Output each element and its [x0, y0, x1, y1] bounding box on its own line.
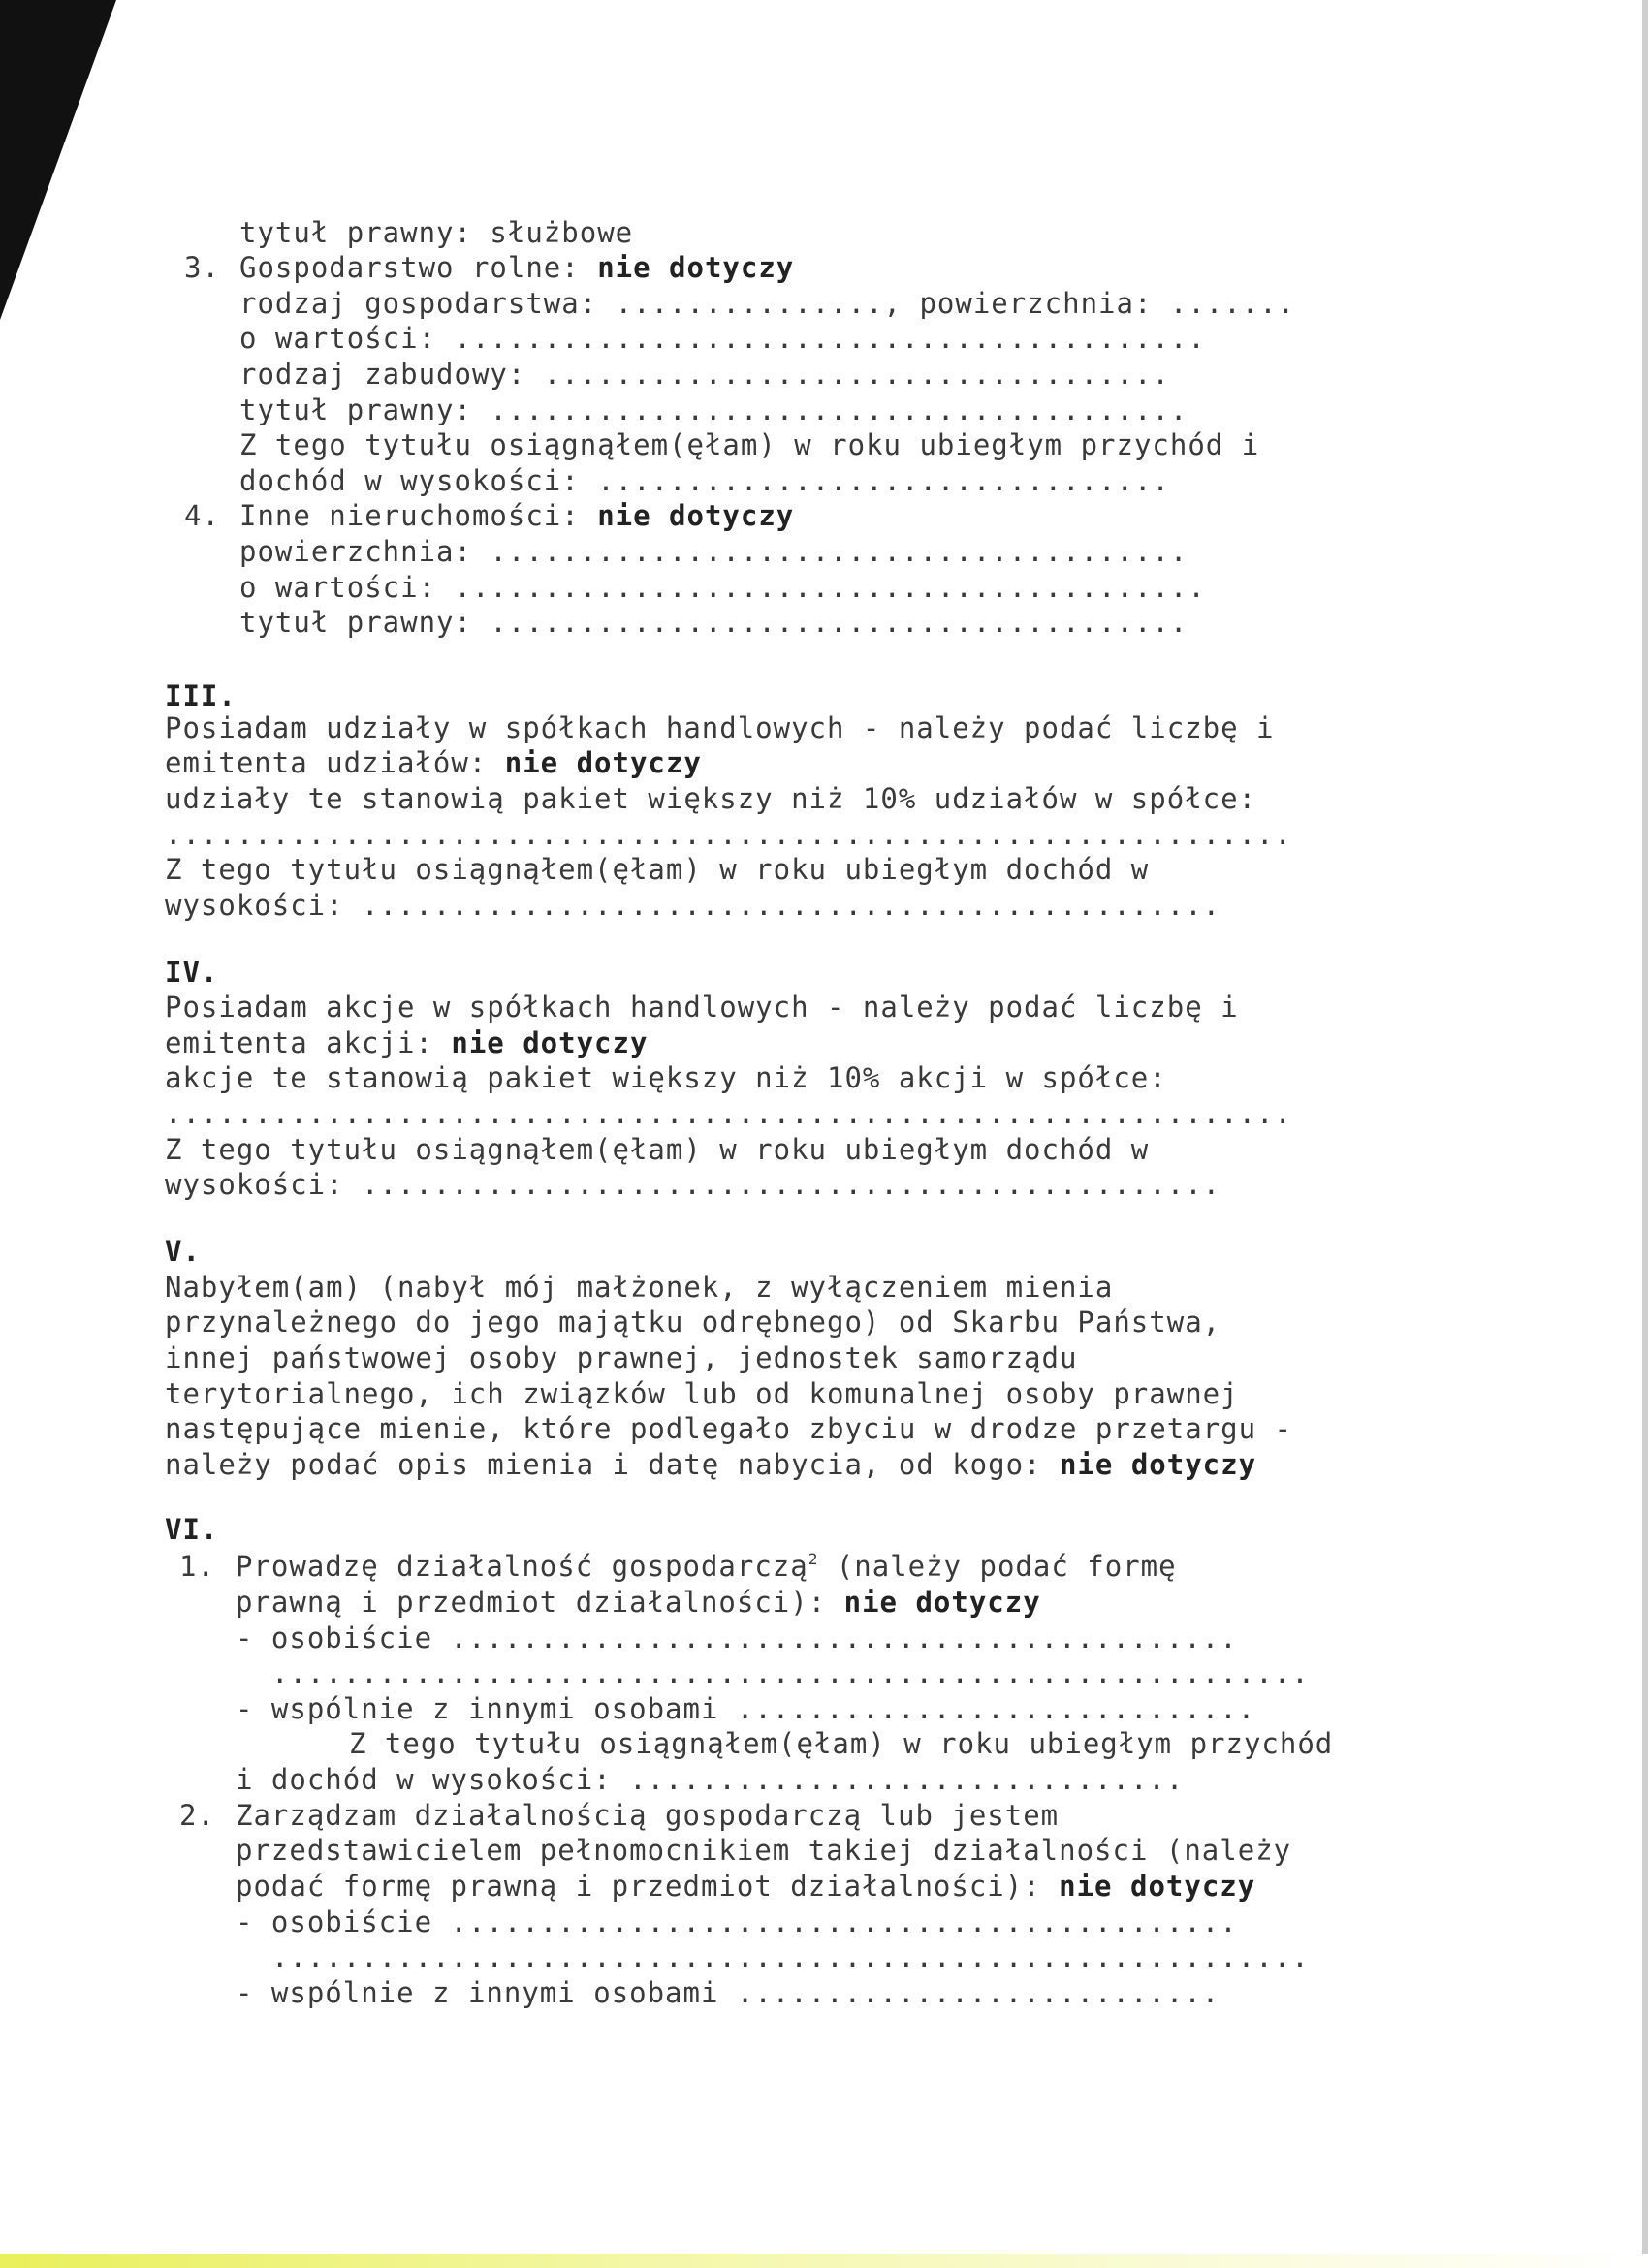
text-line: dochód w wysokości: ................................ [239, 464, 1170, 497]
text-line: przedstawicielem pełnomocnikiem takiej działalności (należy [236, 1834, 1292, 1867]
text-span: należy podać opis mienia i datę nabycia, od kogo: [165, 1448, 1060, 1481]
footnote-marker: 2 [808, 1550, 819, 1568]
text-span: Inne nieruchomości: [239, 499, 598, 532]
text-span: emitenta akcji: [165, 1026, 452, 1059]
text-line [236, 1549, 1177, 1589]
section-heading: IV. [165, 956, 219, 989]
text-line: tytuł prawny: ....................................... [239, 394, 1188, 426]
bold-value: nie dotyczy [451, 1026, 649, 1059]
text-line: .......................................................... [271, 1656, 1310, 1689]
text-line [165, 1025, 648, 1060]
text-span: prawną i przedmiot działalności): [236, 1586, 844, 1619]
text-line: Nabyłem(am) (nabył mój małżonek, z wyłączeniem mienia [165, 1271, 1114, 1304]
text-line: - osobiście ............................................ [236, 1622, 1238, 1654]
text-line: rodzaj zabudowy: ................................... [239, 358, 1170, 391]
text-line: .......................................................... [271, 1940, 1310, 1973]
section-heading: III. [165, 679, 237, 712]
text-line [239, 250, 794, 285]
text-line: - osobiście ............................................ [236, 1906, 1238, 1938]
text-line [165, 1447, 1256, 1482]
list-number: 2. [179, 1799, 215, 1832]
text-line: - wspólnie z innymi osobami ............................. [236, 1692, 1256, 1725]
text-line: Z tego tytułu osiągnąłem(ęłam) w roku ubiegłym przychód [349, 1727, 1334, 1760]
text-line [236, 1585, 1041, 1620]
text-line: tytuł prawny: ....................................... [239, 606, 1188, 639]
list-number: 4. [184, 499, 220, 532]
text-line: o wartości: .......................................... [239, 571, 1206, 604]
text-line: Z tego tytułu osiągnąłem(ęłam) w roku ubiegłym dochód w [165, 853, 1150, 886]
bold-value: nie dotyczy [1059, 1448, 1257, 1481]
text-span: Prowadzę działalność gospodarczą [236, 1550, 808, 1583]
text-line: wysokości: ................................................ [165, 889, 1221, 922]
text-line: o wartości: .......................................... [239, 322, 1206, 355]
bold-value: nie dotyczy [597, 251, 795, 284]
text-line: terytorialnego, ich związków lub od komunalnej osoby prawnej [165, 1377, 1239, 1410]
list-number: 3. [184, 251, 220, 284]
text-span: (należy podać formę [818, 1550, 1177, 1583]
text-line: wysokości: ................................................ [165, 1168, 1221, 1201]
text-line: Posiadam udziały w spółkach handlowych - należy podać liczbę i [165, 711, 1275, 744]
bold-value: nie dotyczy [1059, 1870, 1256, 1903]
text-line: udziały te stanowią pakiet większy niż 10% udziałów w spółce: [165, 782, 1257, 815]
text-line: i dochód w wysokości: ............................... [236, 1763, 1185, 1796]
text-line: tytuł prawny: służbowe [239, 216, 634, 249]
text-line: Z tego tytułu osiągnąłem(ęłam) w roku ubiegłym dochód w [165, 1133, 1150, 1166]
bold-value: nie dotyczy [504, 746, 702, 779]
text-line: Z tego tytułu osiągnąłem(ęłam) w roku ubiegłym przychód i [239, 428, 1260, 461]
section-heading: V. [165, 1235, 201, 1268]
text-line: ............................................................... [165, 1097, 1292, 1130]
text-line: innej państwowej osoby prawnej, jednostek samorządu [165, 1341, 1078, 1374]
text-line: Posiadam akcje w spółkach handlowych - należy podać liczbę i [165, 991, 1239, 1024]
text-span: Gospodarstwo rolne: [239, 251, 598, 284]
text-span: emitenta udziałów: [165, 746, 505, 779]
list-number: 1. [179, 1550, 215, 1583]
text-line: następujące mienie, które podlegało zbyciu w drodze przetargu - [165, 1412, 1292, 1445]
text-line: akcje te stanowią pakiet większy niż 10% akcji w spółce: [165, 1061, 1167, 1094]
section-heading: VI. [165, 1513, 219, 1546]
text-line: ............................................................... [165, 818, 1292, 851]
text-span: podać formę prawną i przedmiot działalności): [236, 1870, 1060, 1903]
text-line [165, 745, 702, 780]
text-line: Zarządzam działalnością gospodarczą lub jestem [236, 1799, 1060, 1832]
text-line: rodzaj gospodarstwa: ..............., powierzchnia: ....... [239, 287, 1296, 320]
bold-value: nie dotyczy [597, 499, 795, 532]
bold-value: nie dotyczy [843, 1586, 1041, 1619]
text-line [239, 498, 794, 533]
text-line: - wspólnie z innymi osobami ........................... [236, 1976, 1220, 2009]
text-line: powierzchnia: ....................................... [239, 535, 1188, 568]
text-line: przynależnego do jego majątku odrębnego) od Skarbu Państwa, [165, 1306, 1221, 1339]
text-line [236, 1869, 1255, 1904]
